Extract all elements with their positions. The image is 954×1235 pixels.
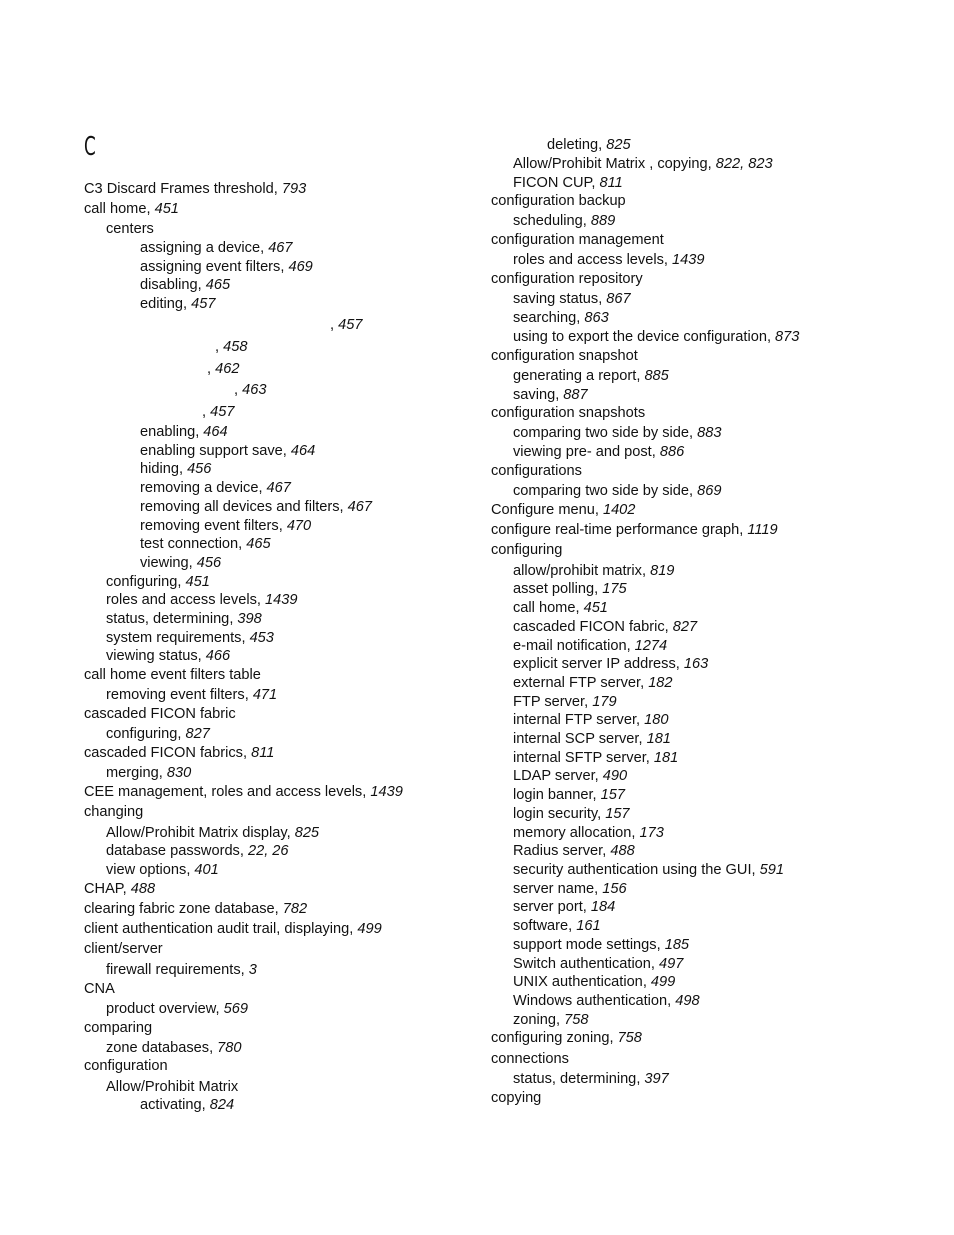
index-entry-term: configuration snapshot xyxy=(491,348,638,364)
index-entry: status, determining, 397 xyxy=(513,1071,669,1087)
section-letter: C xyxy=(84,132,96,162)
index-entry-term: configuration backup xyxy=(491,193,626,209)
index-entry xyxy=(84,1057,168,1075)
index-entry: product overview, 569 xyxy=(106,1001,248,1017)
index-entry: UNIX authentication, 499 xyxy=(513,974,676,990)
index-entry-term: removing event filters xyxy=(106,687,245,703)
index-entry xyxy=(84,666,261,684)
index-entry-page-ref[interactable]: 591 xyxy=(759,862,784,878)
index-entry: configuring zoning, 758 xyxy=(491,1030,642,1046)
index-entry: editing, 457 xyxy=(140,296,216,312)
index-entry-term: zone databases xyxy=(106,1040,210,1056)
index-entry: removing all devices and filters, 467 xyxy=(140,499,373,515)
index-entry-page-ref[interactable]: 156 xyxy=(602,881,627,897)
index-entry: cascaded FICON fabrics, 811 xyxy=(84,745,275,761)
index-entry-term: FICON CUP xyxy=(513,175,592,191)
index-entry-term: call home xyxy=(84,201,147,217)
index-entry-page-ref[interactable]: 451 xyxy=(185,574,210,590)
index-entry-term: cascaded FICON fabric xyxy=(84,706,236,722)
index-entry-term: configuring zoning xyxy=(491,1030,610,1046)
index-entry-term: call home event filters table xyxy=(84,667,261,683)
index-entry-term: roles and access levels xyxy=(106,592,257,608)
index-entry-term: status, determining xyxy=(513,1071,637,1087)
index-entry-page-ref[interactable]: 825 xyxy=(606,137,631,153)
index-entry-term: CEE management, roles and access levels xyxy=(84,784,363,800)
index-entry-term: CHAP xyxy=(84,881,123,897)
index-entry: support mode settings, 185 xyxy=(513,937,690,953)
index-entry: memory allocation, 173 xyxy=(513,825,664,841)
index-entry: allow/prohibit matrix, 819 xyxy=(513,563,675,579)
index-entry-page-ref[interactable]: 782 xyxy=(282,901,308,917)
index-entry xyxy=(491,270,643,288)
index-entry-page-ref[interactable]: 463 xyxy=(242,382,267,398)
index-entry-term: cascaded FICON fabric xyxy=(513,619,665,635)
index-entry xyxy=(491,541,562,559)
index-entry-page-ref[interactable]: 467 xyxy=(268,240,293,256)
index-entry-page-ref[interactable]: 822, 823 xyxy=(715,156,773,172)
index-entry-term: enabling xyxy=(140,424,196,440)
index-entry: enabling, 464 xyxy=(140,424,228,440)
index-entry-page-ref[interactable]: 398 xyxy=(237,611,262,627)
index-entry-page-ref[interactable]: 470 xyxy=(286,518,312,534)
index-entry-term: Allow/Prohibit Matrix , copying xyxy=(513,156,708,172)
index-entry-page-ref[interactable]: 181 xyxy=(653,750,679,766)
index-entry-term: configuration management xyxy=(491,232,664,248)
index-entry-term: explicit server IP address xyxy=(513,656,676,672)
index-entry-term: scheduling xyxy=(513,213,583,229)
index-entry: , 458 xyxy=(215,339,248,355)
index-entry: cascaded FICON fabric, 827 xyxy=(513,619,698,635)
index-entry-term: server name xyxy=(513,881,595,897)
index-entry xyxy=(84,803,143,821)
index-entry-term: viewing xyxy=(140,555,189,571)
index-entry-page-ref[interactable]: 867 xyxy=(606,291,631,307)
index-entry-term: CNA xyxy=(84,981,115,997)
index-entry-page-ref[interactable]: 885 xyxy=(644,368,669,384)
index-entry-page-ref[interactable]: 462 xyxy=(215,361,240,377)
index-entry-term: allow/prohibit matrix xyxy=(513,563,642,579)
index-entry-page-ref[interactable]: 469 xyxy=(288,259,313,275)
index-entry-page-ref[interactable]: 886 xyxy=(659,444,685,460)
index-entry: call home, 451 xyxy=(84,201,179,217)
index-entry-term: comparing two side by side xyxy=(513,425,690,441)
index-entry-page-ref[interactable]: 180 xyxy=(644,712,669,728)
index-entry-page-ref[interactable]: 173 xyxy=(639,825,664,841)
index-entry-page-ref[interactable]: 1439 xyxy=(672,252,705,268)
index-entry: enabling support save, 464 xyxy=(140,443,316,459)
index-entry xyxy=(491,347,638,365)
index-entry-term: product overview xyxy=(106,1001,216,1017)
index-entry-term: saving status xyxy=(513,291,599,307)
index-entry-page-ref[interactable]: 1439 xyxy=(370,784,403,800)
index-entry-page-ref[interactable]: 1274 xyxy=(634,638,668,654)
index-entry-term: comparing two side by side xyxy=(513,483,690,499)
index-entry: configuring, 827 xyxy=(106,726,210,742)
index-entry-term: client authentication audit trail, displaying xyxy=(84,921,350,937)
index-entry-term: Switch authentication xyxy=(513,956,651,972)
index-entry: asset polling, 175 xyxy=(513,581,627,597)
index-entry: Switch authentication, 497 xyxy=(513,956,684,972)
index-entry-term: support mode settings xyxy=(513,937,657,953)
index-entry-term: merging xyxy=(106,765,159,781)
index-entry-page-ref[interactable]: 161 xyxy=(576,918,601,934)
index-entry xyxy=(491,192,626,210)
index-entry-page-ref[interactable]: 451 xyxy=(583,600,608,616)
index-entry: FTP server, 179 xyxy=(513,694,617,710)
index-entry xyxy=(491,462,582,480)
index-entry-page-ref[interactable]: 1119 xyxy=(747,522,778,538)
index-entry xyxy=(84,705,236,723)
index-entry-term: UNIX authentication xyxy=(513,974,643,990)
index-entry-page-ref[interactable]: 401 xyxy=(194,862,219,878)
index-entry-term: generating a report xyxy=(513,368,637,384)
index-entry: login security, 157 xyxy=(513,806,630,822)
index-entry-term: configuration xyxy=(84,1058,168,1074)
index-entry: server port, 184 xyxy=(513,899,616,915)
index-entry: merging, 830 xyxy=(106,765,192,781)
index-entry-term: Allow/Prohibit Matrix display xyxy=(106,825,287,841)
index-entry: zoning, 758 xyxy=(513,1012,589,1028)
index-entry: Configure menu, 1402 xyxy=(491,502,636,518)
index-entry: using to export the device configuration, 873 xyxy=(513,329,800,345)
index-entry: hiding, 456 xyxy=(140,461,212,477)
index-entry-page-ref[interactable]: 569 xyxy=(223,1001,248,1017)
index-entry-term: configuring xyxy=(106,726,178,742)
index-entry: removing event filters, 471 xyxy=(106,687,278,703)
index-entry-page-ref[interactable]: 453 xyxy=(249,630,274,646)
index-entry xyxy=(84,220,154,238)
index-entry: CEE management, roles and access levels, 1439 xyxy=(84,784,403,800)
index-entry-term: FTP server xyxy=(513,694,585,710)
index-entry-page-ref[interactable]: 179 xyxy=(592,694,617,710)
index-entry-term: removing event filters xyxy=(140,518,279,534)
index-entry: viewing status, 466 xyxy=(106,648,231,664)
index-entry-term: C3 Discard Frames threshold xyxy=(84,181,274,197)
index-entry-term: copying xyxy=(491,1090,542,1106)
index-entry-term: removing a device xyxy=(140,480,259,496)
index-entry-page-ref[interactable]: 869 xyxy=(697,483,722,499)
index-entry: searching, 863 xyxy=(513,310,609,326)
index-entry-term: hiding xyxy=(140,461,179,477)
index-entry-term: enabling support save xyxy=(140,443,283,459)
index-entry-term: Radius server xyxy=(513,843,603,859)
index-entry: client authentication audit trail, displaying, 499 xyxy=(84,921,382,937)
index-entry xyxy=(84,980,115,998)
index-entry-page-ref[interactable]: 889 xyxy=(590,213,616,229)
index-entry-term: viewing pre- and post xyxy=(513,444,652,460)
index-entry: status, determining, 398 xyxy=(106,611,262,627)
index-entry: CHAP, 488 xyxy=(84,881,156,897)
index-entry-term: clearing fabric zone database xyxy=(84,901,275,917)
index-entry-term: Windows authentication xyxy=(513,993,668,1009)
index-entry-page-ref[interactable]: 451 xyxy=(154,201,179,217)
index-entry-term: configuration repository xyxy=(491,271,643,287)
index-entry xyxy=(84,940,163,958)
index-entry: viewing, 456 xyxy=(140,555,222,571)
index-entry: comparing two side by side, 883 xyxy=(513,425,722,441)
index-entry: disabling, 465 xyxy=(140,277,231,293)
index-entry-term: assigning a device xyxy=(140,240,261,256)
index-entry-page-ref[interactable]: 185 xyxy=(664,937,690,953)
index-entry: generating a report, 885 xyxy=(513,368,669,384)
index-entry-page-ref[interactable]: 163 xyxy=(683,656,709,672)
index-entry-term: database passwords xyxy=(106,843,240,859)
index-entry-term: internal SCP server xyxy=(513,731,639,747)
index-entry-page-ref[interactable]: 780 xyxy=(217,1040,242,1056)
index-entry xyxy=(84,1078,238,1096)
index-entry-page-ref[interactable]: 3 xyxy=(248,962,257,978)
index-entry: assigning event filters, 469 xyxy=(140,259,313,275)
index-entry-page-ref[interactable]: 811 xyxy=(251,745,275,761)
index-entry-page-ref[interactable]: 883 xyxy=(697,425,722,441)
index-entry: comparing two side by side, 869 xyxy=(513,483,722,499)
index-entry-page-ref[interactable]: 456 xyxy=(187,461,212,477)
index-entry-term: external FTP server xyxy=(513,675,641,691)
index-entry-term: assigning event filters xyxy=(140,259,281,275)
index-entry-term: activating xyxy=(140,1097,202,1113)
index-entry-term: login banner xyxy=(513,787,593,803)
index-entry-term: security authentication using the GUI xyxy=(513,862,752,878)
index-entry-term: software xyxy=(513,918,569,934)
index-entry-page-ref[interactable]: 498 xyxy=(675,993,700,1009)
index-entry: explicit server IP address, 163 xyxy=(513,656,709,672)
index-entry-term: LDAP server xyxy=(513,768,595,784)
index-entry-page-ref[interactable]: 457 xyxy=(210,404,235,420)
index-entry: security authentication using the GUI, 591 xyxy=(513,862,784,878)
index-entry-page-ref[interactable]: 1439 xyxy=(265,592,298,608)
index-entry-page-ref[interactable]: 863 xyxy=(584,310,609,326)
index-entry: server name, 156 xyxy=(513,881,627,897)
index-entry-term: using to export the device configuration xyxy=(513,329,767,345)
index-entry-term: saving xyxy=(513,387,556,403)
index-entry-page-ref[interactable]: 157 xyxy=(605,806,630,822)
index-entry-page-ref[interactable]: 184 xyxy=(590,899,616,915)
index-entry: system requirements, 453 xyxy=(106,630,274,646)
index-entry: saving, 887 xyxy=(513,387,588,403)
index-entry-page-ref[interactable]: 465 xyxy=(205,277,231,293)
index-entry-page-ref[interactable]: 887 xyxy=(563,387,588,403)
index-entry-page-ref[interactable]: 827 xyxy=(672,619,698,635)
index-entry-term: comparing xyxy=(84,1020,153,1036)
index-entry-page-ref[interactable]: 22, 26 xyxy=(247,843,289,859)
index-entry-term: searching xyxy=(513,310,577,326)
index-entry xyxy=(491,404,645,422)
index-entry: zone databases, 780 xyxy=(106,1040,242,1056)
index-entry: internal SFTP server, 181 xyxy=(513,750,679,766)
index-entry-page-ref[interactable]: 488 xyxy=(130,881,156,897)
index-entry-term: server port xyxy=(513,899,583,915)
index-entry: roles and access levels, 1439 xyxy=(513,252,705,268)
index-entry-term: call home xyxy=(513,600,576,616)
index-entry-page-ref[interactable]: 490 xyxy=(602,768,628,784)
index-entry xyxy=(491,1050,569,1068)
index-entry-term: centers xyxy=(106,221,154,237)
index-entry-term: login security xyxy=(513,806,598,822)
index-entry: internal FTP server, 180 xyxy=(513,712,669,728)
index-entry-term: internal SFTP server xyxy=(513,750,646,766)
index-entry: clearing fabric zone database, 782 xyxy=(84,901,308,917)
index-entry: internal SCP server, 181 xyxy=(513,731,671,747)
index-entry-term: Configure menu xyxy=(491,502,595,518)
index-entry-page-ref[interactable]: 819 xyxy=(650,563,675,579)
index-entry: removing event filters, 470 xyxy=(140,518,312,534)
index-entry-term: configuring xyxy=(491,542,563,558)
index-entry-page-ref[interactable]: 397 xyxy=(644,1071,669,1087)
index-entry: deleting, 825 xyxy=(547,137,631,153)
index-entry: e-mail notification, 1274 xyxy=(513,638,668,654)
index-entry-page-ref[interactable]: 830 xyxy=(166,765,192,781)
index-entry: login banner, 157 xyxy=(513,787,625,803)
index-entry-page-ref[interactable]: 499 xyxy=(650,974,676,990)
index-entry: configure real-time performance graph, 1119 xyxy=(491,522,778,538)
index-entry: test connection, 465 xyxy=(140,536,271,552)
index-entry xyxy=(491,231,664,249)
index-entry: , 463 xyxy=(234,382,267,398)
index-entry-page-ref[interactable]: 157 xyxy=(600,787,625,803)
index-entry-page-ref[interactable]: 811 xyxy=(599,175,623,191)
index-entry: viewing pre- and post, 886 xyxy=(513,444,685,460)
index-entry: activating, 824 xyxy=(140,1097,235,1113)
index-entry: , 457 xyxy=(202,404,235,420)
index-entry-term: configure real-time performance graph xyxy=(491,522,740,538)
index-entry-term: configuring xyxy=(106,574,178,590)
index-entry: LDAP server, 490 xyxy=(513,768,628,784)
index-entry-page-ref[interactable]: 458 xyxy=(223,339,248,355)
index-entry-term: configuration snapshots xyxy=(491,405,646,421)
index-entry-page-ref[interactable]: 497 xyxy=(659,956,684,972)
index-entry: , 457 xyxy=(330,317,363,333)
index-entry: , 462 xyxy=(207,361,240,377)
index-entry-page-ref[interactable]: 1402 xyxy=(602,502,636,518)
index-entry: roles and access levels, 1439 xyxy=(106,592,298,608)
index-entry-page-ref[interactable]: 824 xyxy=(209,1097,235,1113)
index-entry-page-ref[interactable]: 457 xyxy=(338,317,363,333)
index-entry: external FTP server, 182 xyxy=(513,675,673,691)
index-entry-page-ref[interactable]: 471 xyxy=(252,687,278,703)
index-entry-term: configurations xyxy=(491,463,582,479)
index-entry: software, 161 xyxy=(513,918,601,934)
index-entry-page-ref[interactable]: 464 xyxy=(203,424,228,440)
index-entry-term: asset polling xyxy=(513,581,595,597)
index-entry: assigning a device, 467 xyxy=(140,240,293,256)
index-entry-term: zoning xyxy=(513,1012,557,1028)
index-entry-page-ref[interactable]: 499 xyxy=(357,921,382,937)
index-entry-term: removing all devices and filters xyxy=(140,499,340,515)
index-entry: configuring, 451 xyxy=(106,574,210,590)
index-entry-term: view options xyxy=(106,862,187,878)
index-entry-term: deleting xyxy=(547,137,599,153)
index-entry: scheduling, 889 xyxy=(513,213,616,229)
index-entry-term: Allow/Prohibit Matrix xyxy=(106,1079,239,1095)
index-entry: FICON CUP, 811 xyxy=(513,175,623,191)
index-entry-page-ref[interactable]: 793 xyxy=(281,181,307,197)
index-entry-page-ref[interactable]: 827 xyxy=(185,726,210,742)
index-entry-term: changing xyxy=(84,804,144,820)
index-entry-term: viewing status xyxy=(106,648,198,664)
index-entry-term: e-mail notification xyxy=(513,638,627,654)
index-entry-page-ref[interactable]: 456 xyxy=(196,555,222,571)
index-entry-page-ref[interactable]: 175 xyxy=(602,581,627,597)
index-entry-term: cascaded FICON fabrics xyxy=(84,745,243,761)
index-entry-term: connections xyxy=(491,1051,569,1067)
index-entry: saving status, 867 xyxy=(513,291,631,307)
index-entry: database passwords, 22, 26 xyxy=(106,843,289,859)
index-entry-term: test connection xyxy=(140,536,239,552)
index-entry: C3 Discard Frames threshold, 793 xyxy=(84,181,307,197)
index-entry-page-ref[interactable]: 758 xyxy=(617,1030,642,1046)
index-entry-page-ref[interactable]: 873 xyxy=(775,329,800,345)
index-entry: Radius server, 488 xyxy=(513,843,635,859)
index-entry-page-ref[interactable]: 465 xyxy=(246,536,271,552)
index-entry: firewall requirements, 3 xyxy=(106,962,257,978)
index-entry xyxy=(84,1019,152,1037)
index-entry-page-ref[interactable]: 457 xyxy=(191,296,216,312)
index-entry-page-ref[interactable]: 466 xyxy=(205,648,231,664)
index-entry xyxy=(491,1089,541,1107)
index-entry: call home, 451 xyxy=(513,600,608,616)
index-entry-page-ref[interactable]: 182 xyxy=(648,675,673,691)
index-entry-page-ref[interactable]: 488 xyxy=(610,843,635,859)
index-entry-term: system requirements xyxy=(106,630,242,646)
index-entry-term: status, determining xyxy=(106,611,230,627)
index-entry: view options, 401 xyxy=(106,862,219,878)
index-entry-term: internal FTP server xyxy=(513,712,637,728)
index-entry-page-ref[interactable]: 467 xyxy=(266,480,291,496)
index-entry-page-ref[interactable]: 467 xyxy=(347,499,373,515)
index-entry-term: client/server xyxy=(84,941,163,957)
index-entry-page-ref[interactable]: 464 xyxy=(290,443,316,459)
index-entry-term: roles and access levels xyxy=(513,252,664,268)
index-entry: Windows authentication, 498 xyxy=(513,993,700,1009)
index-entry-term: disabling xyxy=(140,277,198,293)
index-entry-term: editing xyxy=(140,296,184,312)
index-entry: Allow/Prohibit Matrix display, 825 xyxy=(106,825,320,841)
index-entry-page-ref[interactable]: 758 xyxy=(564,1012,589,1028)
index-entry-term: memory allocation xyxy=(513,825,632,841)
index-entry-page-ref[interactable]: 825 xyxy=(294,825,320,841)
index-entry-page-ref[interactable]: 181 xyxy=(646,731,671,747)
index-entry: Allow/Prohibit Matrix , copying, 822, 823 xyxy=(513,156,773,172)
index-entry: removing a device, 467 xyxy=(140,480,291,496)
index-entry-term: firewall requirements xyxy=(106,962,241,978)
